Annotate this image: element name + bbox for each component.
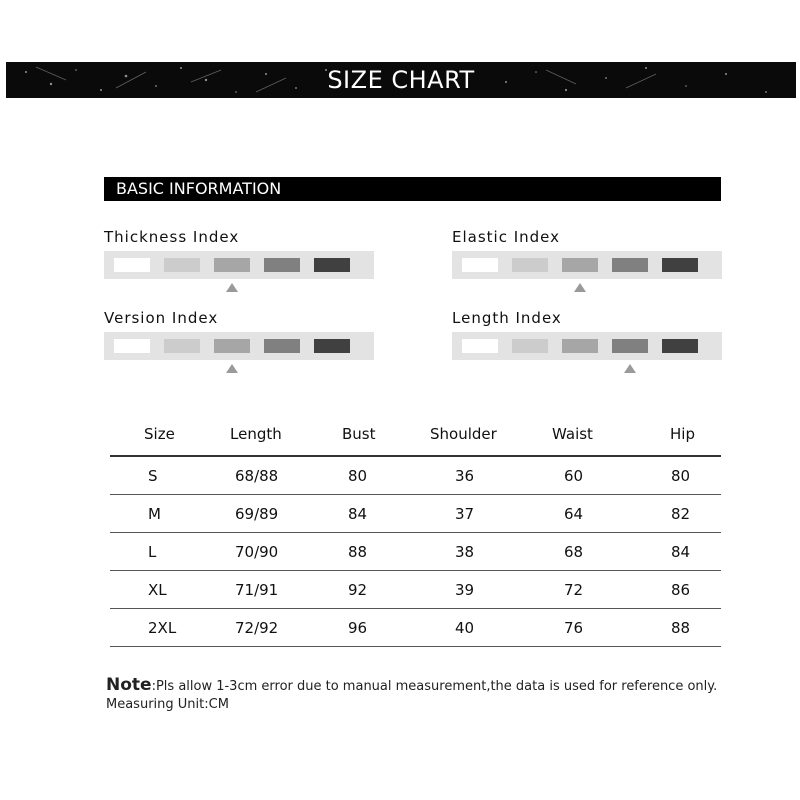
cell-shoulder: 37 (455, 505, 475, 523)
table-row (110, 609, 721, 647)
index-scale (452, 332, 722, 360)
note-text: :Pls allow 1-3cm error due to manual measurement,the data is used for reference only. (151, 679, 718, 694)
index-swatch-4 (264, 258, 300, 272)
header-length: Length (230, 425, 282, 443)
cell-hip: 82 (671, 505, 691, 523)
index-swatch-5 (314, 339, 350, 353)
header-bust: Bust (342, 425, 376, 443)
header-shoulder: Shoulder (430, 425, 497, 443)
index-swatch-5 (662, 339, 698, 353)
index-swatch-1 (114, 258, 150, 272)
table-header (110, 415, 721, 457)
measuring-unit: Measuring Unit:CM (106, 697, 229, 712)
cell-waist: 64 (564, 505, 584, 523)
length-index (452, 308, 722, 360)
cell-length: 72/92 (235, 619, 279, 637)
index-swatch-2 (164, 258, 200, 272)
index-swatch-3 (214, 258, 250, 272)
cell-size: S (148, 467, 158, 485)
thickness-index (104, 227, 374, 279)
cell-waist: 60 (564, 467, 584, 485)
cell-length: 68/88 (235, 467, 279, 485)
cell-hip: 88 (671, 619, 691, 637)
basic-information-heading: BASIC INFORMATION (104, 177, 721, 201)
index-swatch-4 (264, 339, 300, 353)
note-line (106, 676, 786, 696)
cell-length: 70/90 (235, 543, 279, 561)
index-swatch-2 (164, 339, 200, 353)
index-scale (104, 251, 374, 279)
cell-hip: 86 (671, 581, 691, 599)
elastic-index (452, 227, 722, 279)
table-row (110, 571, 721, 609)
index-label: Version Index (104, 309, 219, 327)
measurement-note (106, 676, 786, 714)
cell-bust: 84 (348, 505, 368, 523)
cell-bust: 88 (348, 543, 368, 561)
index-marker-triangle-icon (574, 283, 586, 292)
cell-size: XL (148, 581, 167, 599)
page-title: SIZE CHART (327, 66, 475, 94)
cell-hip: 84 (671, 543, 691, 561)
index-swatch-1 (114, 339, 150, 353)
index-swatch-5 (314, 258, 350, 272)
index-swatch-2 (512, 339, 548, 353)
index-swatch-1 (462, 258, 498, 272)
index-swatch-2 (512, 258, 548, 272)
index-swatch-3 (562, 339, 598, 353)
index-scale (452, 251, 722, 279)
index-scale (104, 332, 374, 360)
index-swatch-3 (214, 339, 250, 353)
index-swatch-5 (662, 258, 698, 272)
cell-shoulder: 38 (455, 543, 475, 561)
index-label: Elastic Index (452, 228, 561, 246)
cell-shoulder: 36 (455, 467, 475, 485)
cell-bust: 92 (348, 581, 368, 599)
cell-length: 71/91 (235, 581, 279, 599)
index-label: Thickness Index (104, 228, 240, 246)
cell-shoulder: 39 (455, 581, 475, 599)
cell-size: L (148, 543, 157, 561)
size-table (110, 415, 721, 647)
cell-waist: 68 (564, 543, 584, 561)
index-swatch-4 (612, 258, 648, 272)
table-row (110, 457, 721, 495)
table-row (110, 495, 721, 533)
index-marker-triangle-icon (624, 364, 636, 373)
header-size: Size (144, 425, 175, 443)
header-waist: Waist (552, 425, 593, 443)
index-swatch-1 (462, 339, 498, 353)
header-hip: Hip (670, 425, 695, 443)
cell-size: 2XL (148, 619, 177, 637)
index-marker-triangle-icon (226, 283, 238, 292)
index-label: Length Index (452, 309, 562, 327)
index-swatch-4 (612, 339, 648, 353)
note-key: Note (106, 675, 152, 695)
cell-bust: 80 (348, 467, 368, 485)
table-row (110, 533, 721, 571)
cell-waist: 76 (564, 619, 584, 637)
cell-length: 69/89 (235, 505, 279, 523)
cell-size: M (148, 505, 161, 523)
size-chart-banner (6, 62, 796, 98)
index-swatch-3 (562, 258, 598, 272)
cell-shoulder: 40 (455, 619, 475, 637)
cell-waist: 72 (564, 581, 584, 599)
cell-hip: 80 (671, 467, 691, 485)
index-marker-triangle-icon (226, 364, 238, 373)
version-index (104, 308, 374, 360)
cell-bust: 96 (348, 619, 368, 637)
